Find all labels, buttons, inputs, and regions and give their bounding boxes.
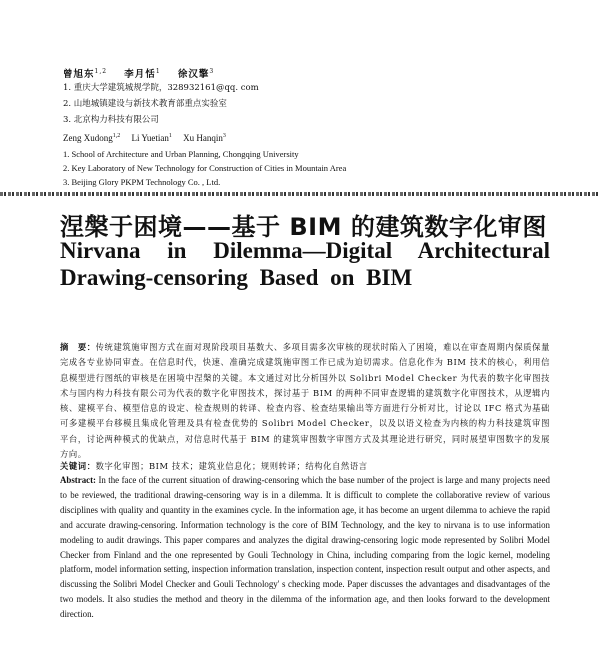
author-cn-2: 李月恬 bbox=[124, 69, 156, 80]
keywords-cn-label: 关键词： bbox=[60, 461, 96, 471]
author-cn-3-sup: 3 bbox=[209, 67, 215, 75]
authors-cn bbox=[63, 66, 214, 80]
abstract-en-label: Abstract: bbox=[60, 475, 96, 485]
author-cn-3: 徐汉擎 bbox=[177, 69, 210, 80]
author-cn-2-sup: 1 bbox=[155, 67, 161, 75]
author-cn-1: 曾旭东 bbox=[63, 69, 95, 80]
affiliation-en-2: 2. Key Laboratory of New Technology for Construction of Cities in Mountain Area bbox=[63, 163, 347, 173]
header-divider bbox=[0, 192, 600, 196]
author-en-3: Xu Hanqin bbox=[183, 133, 223, 143]
affiliation-cn-2: 2. 山地城镇建设与新技术教育部重点实验室 bbox=[63, 99, 227, 109]
keywords-cn bbox=[60, 460, 550, 472]
title-cn: 涅槃于困境——基于 BIM 的建筑数字化审图 bbox=[60, 213, 547, 241]
abstract-cn bbox=[60, 340, 550, 462]
title-en: Nirvana in Dilemma—Digital Architectural Drawing-censoring Based on BIM bbox=[60, 238, 550, 290]
author-en-1: Zeng Xudong bbox=[63, 133, 113, 143]
author-en-3-sup: 3 bbox=[222, 133, 226, 139]
abstract-en-text: In the face of the current situation of drawing-censoring which the base number of the project is large and many projects need to be reviewed, the traditional drawing-censoring way is in a dilemma. It is difficult to complete the collaborative review of various disciplines with quality and quantity in the examines cycle. In the information age, it has become an urgent dilemma to achieve the rapid and accurate drawing-censoring. Information technology is the core of BIM Technology, and the key to nirvana is to use information modeling to audit drawings. This paper compares and analyzes the digital drawing-censoring logic mode represented by Solibri Model Checker from Finland and the one represented by Gouli Technology in China, including comparing from the logic kernel, modeling platform, model information setting, inspection information translation, inspection content, inspection result output and other aspects, and discussing the Solibri Model Checker and Gouli Technology' s checking mode. Paper discusses the advantages and disadvantages of the two models. It also studies the method and theory in the dilemma of the information age, and then looks forward to the development direction. bbox=[60, 475, 550, 620]
keywords-cn-text: 数字化审图；BIM 技术；建筑业信息化；规则转译；结构化自然语言 bbox=[95, 461, 368, 471]
author-en-2-sup: 1 bbox=[168, 133, 172, 139]
author-cn-1-sup: 1,2 bbox=[94, 67, 108, 75]
abstract-en bbox=[60, 473, 550, 622]
abstract-cn-label: 摘 要： bbox=[60, 342, 96, 352]
affiliation-en-1: 1. School of Architecture and Urban Planning, Chongqing University bbox=[63, 149, 299, 159]
affiliation-cn-1: 1. 重庆大学建筑城规学院，328932161@qq. com bbox=[63, 83, 259, 93]
author-en-2: Li Yuetian bbox=[131, 133, 169, 143]
abstract-cn-text: 传统建筑施审图方式在面对现阶段项目基数大、多项目需多次审核的现状时陷入了困境，难以在审查周期内保质保量完成各专业协同审查。在信息时代，快速、准确完成建筑施审图工作已成为迫切需求。信息化作为 BIM 技术的核心，利用信息模型进行图纸的审核是在困境中涅槃的关键。本文通过对比分析国外以 Solibri Model Checker 为代表的数字化审图技术与国内构力科技有限公司为代表的数字化审图技术，探讨基于 BIM 的两种不同审查逻辑的建筑数字化审图技术，从逻辑内核、建模平台、模型信息的设定、检查规则的转译、检查内容、检查结果输出等方面进行分析对比，讨论以 IFC 格式为基础可多建模平台移模且集成化管理及具有检查优势的 Solibri Model Checker，以及以语义检查为内核的构力科技建筑审图平台，讨论两种模式的优缺点，对信息时代基于 BIM 的建筑审图数字审图方式及其理论进行研究，同时展望审图数字的发展方向。 bbox=[60, 342, 550, 460]
author-en-1-sup: 1,2 bbox=[112, 133, 121, 139]
authors-en bbox=[63, 133, 226, 143]
affiliation-cn-3: 3. 北京构力科技有限公司 bbox=[63, 115, 159, 125]
affiliation-en-3: 3. Beijing Glory PKPM Technology Co. , Ltd. bbox=[63, 177, 221, 187]
